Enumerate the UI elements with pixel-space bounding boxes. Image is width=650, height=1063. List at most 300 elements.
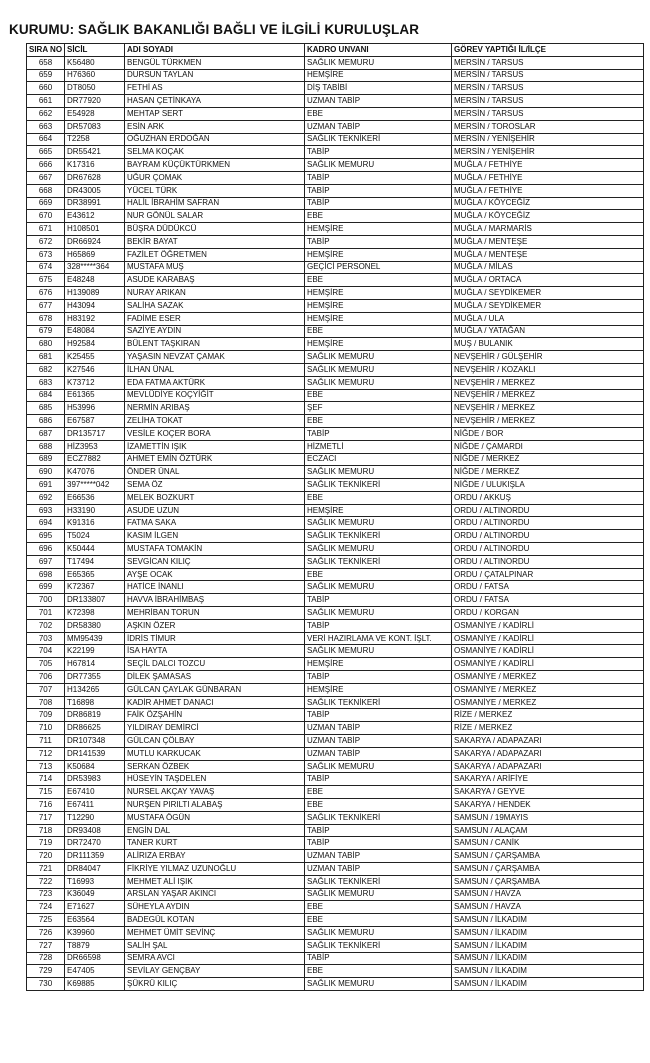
cell-gorev-yeri: SAMSUN / ÇARŞAMBA xyxy=(452,863,644,876)
cell-gorev-yeri: SAKARYA / HENDEK xyxy=(452,799,644,812)
cell-sira-no: 700 xyxy=(27,594,65,607)
table-row xyxy=(27,466,644,479)
cell-gorev-yeri: ORDU / ALTINORDU xyxy=(452,543,644,556)
cell-gorev-yeri: MUĞLA / MENTEŞE xyxy=(452,248,644,261)
cell-adi-soyadi: FAZİLET ÖĞRETMEN xyxy=(125,248,305,261)
cell-gorev-yeri: MERSİN / TOROSLAR xyxy=(452,120,644,133)
table-row xyxy=(27,799,644,812)
cell-gorev-yeri: SAKARYA / ADAPAZARI xyxy=(452,760,644,773)
cell-adi-soyadi: MEVLÜDİYE KOÇYİĞİT xyxy=(125,389,305,402)
cell-adi-soyadi: MELEK BOZKURT xyxy=(125,491,305,504)
cell-gorev-yeri: SAMSUN / İLKADIM xyxy=(452,926,644,939)
cell-sira-no: 705 xyxy=(27,658,65,671)
cell-sicil: K25455 xyxy=(65,351,125,364)
cell-sira-no: 711 xyxy=(27,735,65,748)
cell-gorev-yeri: MUĞLA / SEYDİKEMER xyxy=(452,299,644,312)
cell-sira-no: 696 xyxy=(27,543,65,556)
cell-gorev-yeri: MUĞLA / YATAĞAN xyxy=(452,325,644,338)
cell-kadro-unvani: SAĞLIK MEMURU xyxy=(305,159,452,172)
table-row xyxy=(27,619,644,632)
cell-adi-soyadi: SEVİLAY GENÇBAY xyxy=(125,965,305,978)
cell-gorev-yeri: MUĞLA / ULA xyxy=(452,312,644,325)
cell-gorev-yeri: SAMSUN / ÇARŞAMBA xyxy=(452,875,644,888)
header-sira-no: SIRA NO xyxy=(27,44,65,57)
personnel-table xyxy=(26,43,644,991)
cell-gorev-yeri: MUĞLA / FETHİYE xyxy=(452,159,644,172)
cell-kadro-unvani: SAĞLIK TEKNİKERİ xyxy=(305,555,452,568)
cell-sicil: H33190 xyxy=(65,504,125,517)
cell-adi-soyadi: GÜLCAN ÇAYLAK GÜNBARAN xyxy=(125,683,305,696)
cell-gorev-yeri: OSMANİYE / KADİRLİ xyxy=(452,645,644,658)
table-header-row xyxy=(27,44,644,57)
cell-sicil: T2258 xyxy=(65,133,125,146)
table-row xyxy=(27,56,644,69)
cell-sicil: DR66924 xyxy=(65,235,125,248)
cell-sira-no: 673 xyxy=(27,248,65,261)
cell-gorev-yeri: OSMANİYE / MERKEZ xyxy=(452,671,644,684)
cell-sicil: H67814 xyxy=(65,658,125,671)
cell-sicil: T5024 xyxy=(65,530,125,543)
cell-adi-soyadi: SALİH ŞAL xyxy=(125,939,305,952)
cell-adi-soyadi: AHMET EMİN ÖZTÜRK xyxy=(125,453,305,466)
table-row xyxy=(27,120,644,133)
table-row xyxy=(27,312,644,325)
cell-kadro-unvani: SAĞLIK MEMURU xyxy=(305,926,452,939)
cell-kadro-unvani: HEMŞİRE xyxy=(305,658,452,671)
cell-kadro-unvani: GEÇİCİ PERSONEL xyxy=(305,261,452,274)
cell-sicil: E48084 xyxy=(65,325,125,338)
cell-sira-no: 712 xyxy=(27,747,65,760)
cell-sicil: DR135717 xyxy=(65,427,125,440)
cell-sira-no: 661 xyxy=(27,95,65,108)
cell-sicil: H92584 xyxy=(65,338,125,351)
cell-gorev-yeri: MERSİN / TARSUS xyxy=(452,69,644,82)
cell-kadro-unvani: SAĞLIK MEMURU xyxy=(305,978,452,991)
cell-sicil: DR86819 xyxy=(65,709,125,722)
cell-sira-no: 708 xyxy=(27,696,65,709)
cell-sicil: E54928 xyxy=(65,107,125,120)
cell-kadro-unvani: EBE xyxy=(305,799,452,812)
cell-gorev-yeri: MUĞLA / KÖYCEĞİZ xyxy=(452,210,644,223)
cell-kadro-unvani: TABİP xyxy=(305,594,452,607)
cell-gorev-yeri: OSMANİYE / KADİRLİ xyxy=(452,632,644,645)
cell-sira-no: 697 xyxy=(27,555,65,568)
cell-sicil: T17494 xyxy=(65,555,125,568)
cell-kadro-unvani: TABİP xyxy=(305,427,452,440)
table-row xyxy=(27,747,644,760)
cell-sira-no: 718 xyxy=(27,824,65,837)
table-row xyxy=(27,376,644,389)
cell-sira-no: 679 xyxy=(27,325,65,338)
cell-sicil: T16993 xyxy=(65,875,125,888)
cell-sicil: K17316 xyxy=(65,159,125,172)
cell-adi-soyadi: NERMİN ARIBAŞ xyxy=(125,402,305,415)
cell-gorev-yeri: NEVŞEHİR / MERKEZ xyxy=(452,402,644,415)
cell-adi-soyadi: SÜHEYLA AYDIN xyxy=(125,901,305,914)
cell-sira-no: 709 xyxy=(27,709,65,722)
cell-sira-no: 683 xyxy=(27,376,65,389)
cell-kadro-unvani: SAĞLIK MEMURU xyxy=(305,517,452,530)
cell-adi-soyadi: FADİME ESER xyxy=(125,312,305,325)
cell-sira-no: 672 xyxy=(27,235,65,248)
cell-sicil: H134265 xyxy=(65,683,125,696)
table-row xyxy=(27,837,644,850)
cell-kadro-unvani: SAĞLIK MEMURU xyxy=(305,56,452,69)
table-row xyxy=(27,824,644,837)
cell-kadro-unvani: EBE xyxy=(305,914,452,927)
cell-gorev-yeri: MUĞLA / MİLAS xyxy=(452,261,644,274)
cell-sira-no: 726 xyxy=(27,926,65,939)
cell-kadro-unvani: SAĞLIK MEMURU xyxy=(305,376,452,389)
cell-adi-soyadi: BAYRAM KÜÇÜKTÜRKMEN xyxy=(125,159,305,172)
cell-kadro-unvani: TABİP xyxy=(305,184,452,197)
header-gorev-yeri: GÖREV YAPTIĞI İL/İLÇE xyxy=(452,44,644,57)
cell-sira-no: 720 xyxy=(27,850,65,863)
cell-sicil: E47405 xyxy=(65,965,125,978)
cell-gorev-yeri: OSMANİYE / KADİRLİ xyxy=(452,658,644,671)
cell-gorev-yeri: SAMSUN / İLKADIM xyxy=(452,978,644,991)
cell-gorev-yeri: MUĞLA / ORTACA xyxy=(452,274,644,287)
cell-kadro-unvani: EBE xyxy=(305,107,452,120)
cell-sicil: E67410 xyxy=(65,786,125,799)
table-row xyxy=(27,555,644,568)
cell-gorev-yeri: SAMSUN / HAVZA xyxy=(452,888,644,901)
table-row xyxy=(27,146,644,159)
cell-kadro-unvani: SAĞLIK MEMURU xyxy=(305,888,452,901)
cell-kadro-unvani: TABİP xyxy=(305,235,452,248)
cell-sicil: E71627 xyxy=(65,901,125,914)
table-row xyxy=(27,683,644,696)
cell-sira-no: 686 xyxy=(27,415,65,428)
cell-kadro-unvani: HEMŞİRE xyxy=(305,248,452,261)
cell-gorev-yeri: RİZE / MERKEZ xyxy=(452,709,644,722)
table-row xyxy=(27,671,644,684)
cell-kadro-unvani: VERİ HAZIRLAMA VE KONT. İŞLT. xyxy=(305,632,452,645)
cell-kadro-unvani: HEMŞİRE xyxy=(305,683,452,696)
cell-sira-no: 710 xyxy=(27,722,65,735)
table-row xyxy=(27,875,644,888)
cell-sira-no: 698 xyxy=(27,568,65,581)
cell-gorev-yeri: SAKARYA / ADAPAZARI xyxy=(452,735,644,748)
cell-adi-soyadi: MUSTAFA MUŞ xyxy=(125,261,305,274)
cell-kadro-unvani: SAĞLIK TEKNİKERİ xyxy=(305,133,452,146)
cell-adi-soyadi: KADİR AHMET DANACI xyxy=(125,696,305,709)
cell-adi-soyadi: HALİL İBRAHİM SAFRAN xyxy=(125,197,305,210)
cell-kadro-unvani: SAĞLIK TEKNİKERİ xyxy=(305,696,452,709)
cell-kadro-unvani: EBE xyxy=(305,210,452,223)
cell-gorev-yeri: NEVŞEHİR / KOZAKLI xyxy=(452,363,644,376)
cell-adi-soyadi: FAİK ÖZŞAHİN xyxy=(125,709,305,722)
table-row xyxy=(27,82,644,95)
table-row xyxy=(27,338,644,351)
cell-sira-no: 663 xyxy=(27,120,65,133)
cell-adi-soyadi: İLHAN ÜNAL xyxy=(125,363,305,376)
cell-kadro-unvani: UZMAN TABİP xyxy=(305,722,452,735)
cell-sira-no: 729 xyxy=(27,965,65,978)
cell-kadro-unvani: EBE xyxy=(305,491,452,504)
cell-adi-soyadi: SEVGİCAN KILIÇ xyxy=(125,555,305,568)
cell-kadro-unvani: SAĞLIK MEMURU xyxy=(305,581,452,594)
cell-sira-no: 670 xyxy=(27,210,65,223)
cell-sicil: E66536 xyxy=(65,491,125,504)
cell-sicil: K39960 xyxy=(65,926,125,939)
cell-sicil: MM95439 xyxy=(65,632,125,645)
cell-sicil: T8879 xyxy=(65,939,125,952)
table-row xyxy=(27,926,644,939)
cell-gorev-yeri: NEVŞEHİR / MERKEZ xyxy=(452,415,644,428)
table-row xyxy=(27,171,644,184)
table-row xyxy=(27,261,644,274)
cell-adi-soyadi: İDRİS TİMUR xyxy=(125,632,305,645)
cell-adi-soyadi: YILDIRAY DEMİRCİ xyxy=(125,722,305,735)
cell-sicil: DR66598 xyxy=(65,952,125,965)
cell-sira-no: 678 xyxy=(27,312,65,325)
cell-sicil: K56480 xyxy=(65,56,125,69)
cell-sira-no: 707 xyxy=(27,683,65,696)
cell-sicil: DR38991 xyxy=(65,197,125,210)
cell-gorev-yeri: NİĞDE / ÇAMARDI xyxy=(452,440,644,453)
cell-kadro-unvani: TABİP xyxy=(305,197,452,210)
cell-kadro-unvani: SAĞLIK TEKNİKERİ xyxy=(305,875,452,888)
cell-sira-no: 691 xyxy=(27,479,65,492)
table-row xyxy=(27,159,644,172)
cell-adi-soyadi: BEKİR BAYAT xyxy=(125,235,305,248)
cell-sicil: E43612 xyxy=(65,210,125,223)
cell-kadro-unvani: EBE xyxy=(305,965,452,978)
cell-sira-no: 694 xyxy=(27,517,65,530)
cell-sicil: K50684 xyxy=(65,760,125,773)
page-title: KURUMU: SAĞLIK BAKANLIĞI BAĞLI VE İLGİLİ KURULUŞLAR xyxy=(9,22,420,37)
table-row xyxy=(27,939,644,952)
cell-kadro-unvani: SAĞLIK MEMURU xyxy=(305,607,452,620)
cell-sicil: T12290 xyxy=(65,811,125,824)
cell-sicil: H76360 xyxy=(65,69,125,82)
cell-sicil: DR57083 xyxy=(65,120,125,133)
table-row xyxy=(27,299,644,312)
cell-adi-soyadi: SAZİYE AYDIN xyxy=(125,325,305,338)
cell-sira-no: 690 xyxy=(27,466,65,479)
cell-sicil: E48248 xyxy=(65,274,125,287)
cell-sira-no: 706 xyxy=(27,671,65,684)
table-row xyxy=(27,107,644,120)
cell-adi-soyadi: SEÇİL DALCI TOZCU xyxy=(125,658,305,671)
header-kadro-unvani: KADRO UNVANI xyxy=(305,44,452,57)
cell-sira-no: 685 xyxy=(27,402,65,415)
cell-sira-no: 668 xyxy=(27,184,65,197)
cell-sira-no: 681 xyxy=(27,351,65,364)
cell-kadro-unvani: ECZACI xyxy=(305,453,452,466)
table-row xyxy=(27,363,644,376)
cell-gorev-yeri: MUĞLA / KÖYCEĞİZ xyxy=(452,197,644,210)
cell-sicil: DR111359 xyxy=(65,850,125,863)
cell-adi-soyadi: BÜLENT TAŞKIRAN xyxy=(125,338,305,351)
table-row xyxy=(27,210,644,223)
cell-adi-soyadi: MUTLU KARKUCAK xyxy=(125,747,305,760)
cell-sicil: H53996 xyxy=(65,402,125,415)
cell-adi-soyadi: MUSTAFA ÖGÜN xyxy=(125,811,305,824)
cell-gorev-yeri: SAKARYA / ADAPAZARI xyxy=(452,747,644,760)
table-row xyxy=(27,773,644,786)
cell-sira-no: 666 xyxy=(27,159,65,172)
cell-sira-no: 699 xyxy=(27,581,65,594)
cell-adi-soyadi: İZAMETTİN IŞIK xyxy=(125,440,305,453)
cell-adi-soyadi: SALİHA SAZAK xyxy=(125,299,305,312)
cell-sicil: DR43005 xyxy=(65,184,125,197)
table-row xyxy=(27,427,644,440)
cell-sira-no: 659 xyxy=(27,69,65,82)
cell-gorev-yeri: ORDU / ALTINORDU xyxy=(452,504,644,517)
table-row xyxy=(27,978,644,991)
table-row xyxy=(27,248,644,261)
cell-sira-no: 662 xyxy=(27,107,65,120)
cell-adi-soyadi: BADEGÜL KOTAN xyxy=(125,914,305,927)
cell-adi-soyadi: MUSTAFA TOMAKİN xyxy=(125,543,305,556)
cell-adi-soyadi: ZELİHA TOKAT xyxy=(125,415,305,428)
cell-sira-no: 714 xyxy=(27,773,65,786)
cell-adi-soyadi: ARSLAN YAŞAR AKINCI xyxy=(125,888,305,901)
cell-gorev-yeri: NEVŞEHİR / MERKEZ xyxy=(452,376,644,389)
cell-sira-no: 695 xyxy=(27,530,65,543)
table-row xyxy=(27,863,644,876)
cell-sira-no: 669 xyxy=(27,197,65,210)
cell-kadro-unvani: DİŞ TABİBİ xyxy=(305,82,452,95)
cell-sicil: 397*****042 xyxy=(65,479,125,492)
table-row xyxy=(27,568,644,581)
cell-sira-no: 730 xyxy=(27,978,65,991)
table-row xyxy=(27,722,644,735)
cell-kadro-unvani: TABİP xyxy=(305,171,452,184)
cell-kadro-unvani: SAĞLIK MEMURU xyxy=(305,466,452,479)
cell-sira-no: 721 xyxy=(27,863,65,876)
cell-kadro-unvani: SAĞLIK TEKNİKERİ xyxy=(305,811,452,824)
cell-gorev-yeri: NİĞDE / MERKEZ xyxy=(452,466,644,479)
cell-adi-soyadi: ESİN ARK xyxy=(125,120,305,133)
cell-sicil: K69885 xyxy=(65,978,125,991)
cell-gorev-yeri: RİZE / MERKEZ xyxy=(452,722,644,735)
cell-sira-no: 713 xyxy=(27,760,65,773)
cell-adi-soyadi: ASUDE UZUN xyxy=(125,504,305,517)
cell-sicil: E67587 xyxy=(65,415,125,428)
cell-gorev-yeri: MUĞLA / FETHİYE xyxy=(452,184,644,197)
cell-kadro-unvani: HEMŞİRE xyxy=(305,223,452,236)
cell-sira-no: 693 xyxy=(27,504,65,517)
cell-adi-soyadi: DURSUN TAYLAN xyxy=(125,69,305,82)
cell-adi-soyadi: EDA FATMA AKTÜRK xyxy=(125,376,305,389)
table-row xyxy=(27,952,644,965)
cell-kadro-unvani: HEMŞİRE xyxy=(305,69,452,82)
cell-gorev-yeri: NİĞDE / ULUKIŞLA xyxy=(452,479,644,492)
table-row xyxy=(27,850,644,863)
cell-gorev-yeri: NEVŞEHİR / MERKEZ xyxy=(452,389,644,402)
cell-sira-no: 687 xyxy=(27,427,65,440)
table-row xyxy=(27,914,644,927)
cell-gorev-yeri: SAMSUN / İLKADIM xyxy=(452,965,644,978)
cell-adi-soyadi: HATİCE İNANLI xyxy=(125,581,305,594)
table-row xyxy=(27,325,644,338)
table-row xyxy=(27,133,644,146)
cell-gorev-yeri: ORDU / ALTINORDU xyxy=(452,530,644,543)
cell-sira-no: 704 xyxy=(27,645,65,658)
cell-kadro-unvani: EBE xyxy=(305,325,452,338)
cell-adi-soyadi: NUR GÖNÜL SALAR xyxy=(125,210,305,223)
table-row xyxy=(27,351,644,364)
cell-sicil: H108501 xyxy=(65,223,125,236)
cell-gorev-yeri: SAKARYA / ARİFİYE xyxy=(452,773,644,786)
table-row xyxy=(27,504,644,517)
cell-sicil: K91316 xyxy=(65,517,125,530)
cell-adi-soyadi: ALİRIZA ERBAY xyxy=(125,850,305,863)
cell-kadro-unvani: TABİP xyxy=(305,952,452,965)
cell-adi-soyadi: MEHRİBAN TORUN xyxy=(125,607,305,620)
cell-sicil: K72367 xyxy=(65,581,125,594)
table-row xyxy=(27,491,644,504)
cell-sicil: HİZ3953 xyxy=(65,440,125,453)
cell-sicil: K27546 xyxy=(65,363,125,376)
cell-adi-soyadi: SELMA KOÇAK xyxy=(125,146,305,159)
cell-kadro-unvani: TABİP xyxy=(305,619,452,632)
cell-sira-no: 680 xyxy=(27,338,65,351)
cell-sicil: DR77920 xyxy=(65,95,125,108)
cell-kadro-unvani: SAĞLIK MEMURU xyxy=(305,543,452,556)
cell-adi-soyadi: NURAY ARIKAN xyxy=(125,287,305,300)
cell-sira-no: 658 xyxy=(27,56,65,69)
cell-sira-no: 717 xyxy=(27,811,65,824)
cell-sira-no: 701 xyxy=(27,607,65,620)
cell-gorev-yeri: SAMSUN / 19MAYIS xyxy=(452,811,644,824)
cell-sira-no: 723 xyxy=(27,888,65,901)
cell-sicil: K72398 xyxy=(65,607,125,620)
cell-sicil: 328*****364 xyxy=(65,261,125,274)
cell-sicil: E65365 xyxy=(65,568,125,581)
table-row xyxy=(27,235,644,248)
cell-kadro-unvani: UZMAN TABİP xyxy=(305,850,452,863)
cell-sira-no: 665 xyxy=(27,146,65,159)
cell-adi-soyadi: YÜCEL TÜRK xyxy=(125,184,305,197)
header-sicil: SİCİL xyxy=(65,44,125,57)
cell-gorev-yeri: SAMSUN / İLKADIM xyxy=(452,914,644,927)
cell-sicil: E67411 xyxy=(65,799,125,812)
cell-gorev-yeri: ORDU / ALTINORDU xyxy=(452,555,644,568)
table-row xyxy=(27,811,644,824)
cell-sira-no: 689 xyxy=(27,453,65,466)
cell-sicil: E63564 xyxy=(65,914,125,927)
table-row xyxy=(27,453,644,466)
cell-kadro-unvani: TABİP xyxy=(305,671,452,684)
cell-kadro-unvani: HİZMETLİ xyxy=(305,440,452,453)
table-row xyxy=(27,888,644,901)
cell-sira-no: 660 xyxy=(27,82,65,95)
cell-kadro-unvani: TABİP xyxy=(305,824,452,837)
table-row xyxy=(27,440,644,453)
cell-gorev-yeri: OSMANİYE / MERKEZ xyxy=(452,696,644,709)
cell-gorev-yeri: MERSİN / TARSUS xyxy=(452,82,644,95)
cell-adi-soyadi: YAŞASIN NEVZAT ÇAMAK xyxy=(125,351,305,364)
cell-adi-soyadi: FETHİ AS xyxy=(125,82,305,95)
cell-gorev-yeri: SAMSUN / İLKADIM xyxy=(452,952,644,965)
cell-kadro-unvani: TABİP xyxy=(305,837,452,850)
cell-sira-no: 724 xyxy=(27,901,65,914)
cell-kadro-unvani: EBE xyxy=(305,389,452,402)
cell-adi-soyadi: HÜSEYİN TAŞDELEN xyxy=(125,773,305,786)
cell-kadro-unvani: HEMŞİRE xyxy=(305,299,452,312)
cell-gorev-yeri: MUĞLA / SEYDİKEMER xyxy=(452,287,644,300)
cell-adi-soyadi: DİLEK ŞAMASAS xyxy=(125,671,305,684)
cell-sicil: DR107348 xyxy=(65,735,125,748)
cell-adi-soyadi: TANER KURT xyxy=(125,837,305,850)
cell-sira-no: 702 xyxy=(27,619,65,632)
cell-adi-soyadi: MEHMET ALİ IŞIK xyxy=(125,875,305,888)
cell-sicil: H139089 xyxy=(65,287,125,300)
